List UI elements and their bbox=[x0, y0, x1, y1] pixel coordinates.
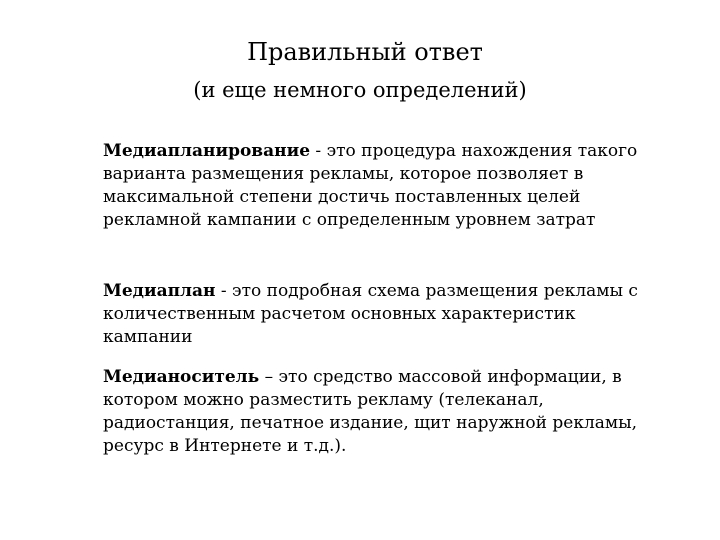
slide-subtitle: (и еще немного определений) bbox=[193, 78, 527, 102]
definition-mediaplan bbox=[103, 280, 663, 349]
definition-separator: - bbox=[215, 281, 233, 301]
definition-text: это подробная схема размещения рекламы с количественным расчетом основных характеристик кампании bbox=[103, 281, 638, 347]
definition-mediaplanning bbox=[103, 140, 663, 232]
definition-separator: - bbox=[310, 141, 327, 161]
definition-term: Медиапланирование bbox=[103, 141, 311, 161]
definition-term: Медиаплан bbox=[103, 281, 216, 301]
definition-text: это процедура нахождения такого варианта размещения рекламы, которое позволяет в максимальной степени достичь поставленных целей рекламной кампании с определенным уровнем затрат bbox=[103, 141, 638, 230]
definition-media-carrier bbox=[103, 366, 663, 458]
slide-title: Правильный ответ bbox=[247, 38, 483, 66]
definition-term: Медианоситель bbox=[103, 367, 260, 387]
definition-text: это средство массовой информации, в котором можно разместить рекламу (телеканал, радиостанция, печатное издание, щит наружной рекламы, ресурс в Интернете и т.д.). bbox=[103, 367, 638, 456]
definition-separator: – bbox=[259, 367, 279, 387]
